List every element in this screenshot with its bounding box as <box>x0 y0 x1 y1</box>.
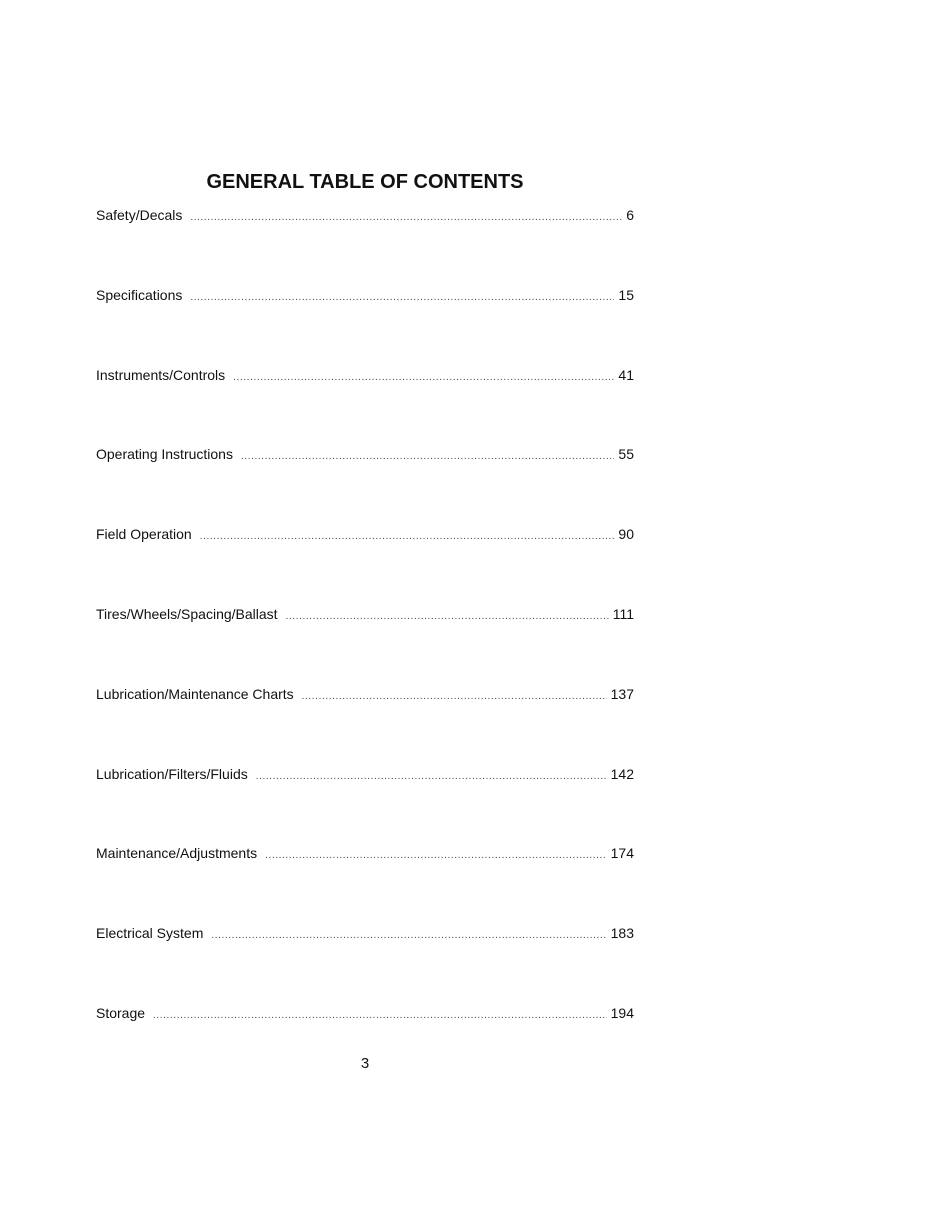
toc-entry <box>96 367 634 447</box>
toc-entry-page: 194 <box>610 1004 634 1021</box>
toc-entry-label: Safety/Decals <box>96 207 183 223</box>
toc-entry <box>96 845 634 925</box>
leader-dots <box>241 451 614 462</box>
leader-dots <box>190 292 614 303</box>
toc-entry <box>96 606 634 686</box>
toc-entry-label: Electrical System <box>96 925 204 942</box>
page-title: GENERAL TABLE OF CONTENTS <box>206 171 524 193</box>
toc-entry-label: Specifications <box>96 286 183 303</box>
toc-entry-label: Lubrication/Maintenance Charts <box>96 685 294 702</box>
leader-dots <box>302 691 607 702</box>
toc-entry-label: Field Operation <box>96 526 192 543</box>
toc-entry-page: 142 <box>610 765 634 782</box>
toc-entry <box>96 207 634 287</box>
toc-entry-label: Instruments/Controls <box>96 366 226 383</box>
toc-entry <box>96 446 634 526</box>
toc-entry-page: 15 <box>618 286 634 303</box>
leader-dots <box>200 531 615 542</box>
toc-entry-page: 111 <box>612 605 634 622</box>
table-of-contents <box>96 207 634 1085</box>
toc-entry-label: Operating Instructions <box>96 446 233 463</box>
toc-entry <box>96 526 634 606</box>
toc-entry-page: 183 <box>610 925 634 942</box>
toc-entry-page: 174 <box>610 845 634 862</box>
leader-dots <box>190 212 622 223</box>
toc-entry-label: Maintenance/Adjustments <box>96 845 258 862</box>
toc-entry <box>96 925 634 1005</box>
toc-entry-page: 137 <box>610 685 634 702</box>
leader-dots <box>153 1010 607 1021</box>
toc-entry <box>96 1005 634 1085</box>
toc-entry <box>96 766 634 846</box>
toc-entry-page: 6 <box>626 207 634 223</box>
toc-entry <box>96 686 634 766</box>
toc-entry-page: 55 <box>618 446 634 463</box>
page-number: 3 <box>360 1055 370 1072</box>
leader-dots <box>286 611 609 622</box>
toc-entry-page: 41 <box>618 366 634 383</box>
toc-entry-page: 90 <box>618 526 634 543</box>
leader-dots <box>211 930 606 941</box>
toc-entry-label: Storage <box>96 1004 146 1021</box>
toc-entry-label: Lubrication/Filters/Fluids <box>96 765 248 782</box>
leader-dots <box>265 850 607 861</box>
leader-dots <box>233 372 614 383</box>
toc-entry <box>96 287 634 367</box>
toc-entry-label: Tires/Wheels/Spacing/Ballast <box>96 605 278 622</box>
leader-dots <box>256 771 607 782</box>
